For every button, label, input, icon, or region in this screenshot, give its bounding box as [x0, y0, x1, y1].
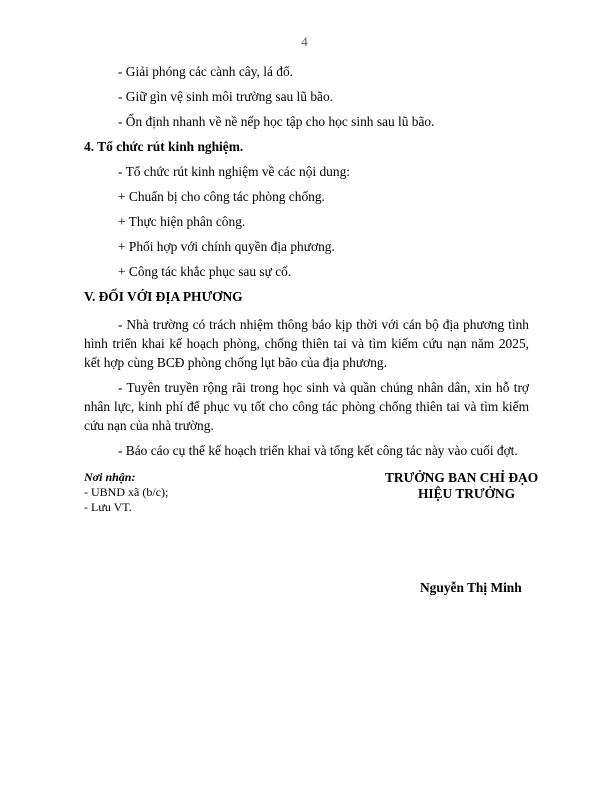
- paragraph: - Nhà trường có trách nhiệm thông báo kịp thời với cán bộ địa phương tình hình triển khai kế hoạch phòng, chống thiên tai và tìm kiếm cứu nạn năm 2025, kết hợp cùng BCĐ phòng chống lụt bão của địa phương.: [84, 317, 529, 370]
- recipient-item: - UBND xã (b/c);: [84, 485, 169, 499]
- list-item: - Giải phóng các cành cây, lá đổ.: [118, 64, 293, 79]
- paragraph: - Tuyên truyền rộng rãi trong học sinh và quần chúng nhân dân, xin hỗ trợ nhân lực, kinh phí để phục vụ tốt cho công tác phòng chống thiên tai và tìm kiếm cứu nạn của nhà trường.: [84, 380, 529, 433]
- list-item: - Giữ gìn vệ sinh môi trường sau lũ bão.: [118, 89, 333, 104]
- list-item: + Phối hợp với chính quyền địa phương.: [118, 239, 335, 254]
- list-item: - Ổn định nhanh về nề nếp học tập cho học sinh sau lũ bão.: [118, 114, 435, 129]
- section-heading: V. ĐỐI VỚI ĐỊA PHƯƠNG: [84, 289, 243, 304]
- signature-title: TRƯỞNG BAN CHỈ ĐẠO: [385, 470, 539, 485]
- signature-title: HIỆU TRƯỞNG: [418, 486, 516, 501]
- list-item: - Tổ chức rút kinh nghiệm về các nội dung:: [118, 164, 350, 179]
- list-item: + Thực hiện phân công.: [118, 214, 246, 229]
- page-number: 4: [301, 34, 308, 49]
- section-heading: 4. Tổ chức rút kinh nghiệm.: [84, 139, 244, 154]
- signer-name: Nguyễn Thị Minh: [420, 580, 522, 595]
- recipients-title: Nơi nhận:: [84, 470, 136, 484]
- paragraph: - Báo cáo cụ thể kế hoạch triển khai và tổng kết công tác này vào cuối đợt.: [118, 443, 518, 458]
- list-item: + Công tác khắc phục sau sự cố.: [118, 264, 292, 279]
- list-item: + Chuẩn bị cho công tác phòng chống.: [118, 189, 325, 204]
- recipient-item: - Lưu VT.: [84, 500, 132, 514]
